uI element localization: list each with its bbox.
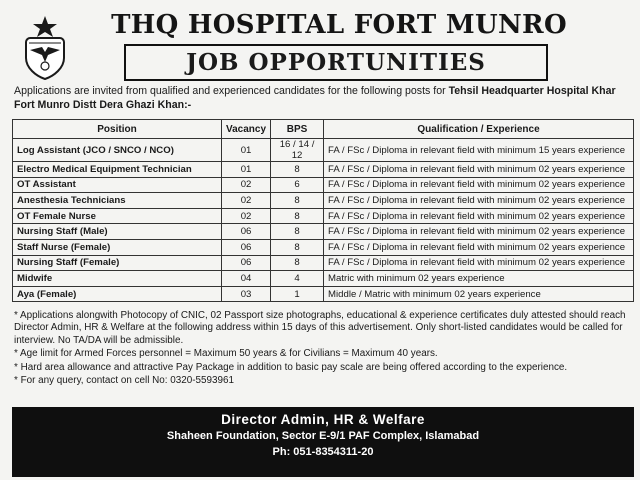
advertisement bbox=[4, 4, 636, 476]
footer-office: Director Admin, HR & Welfare bbox=[221, 412, 425, 427]
table-row bbox=[13, 255, 634, 271]
table-row bbox=[13, 271, 634, 287]
table-row bbox=[13, 239, 634, 255]
col-vacancy: Vacancy bbox=[222, 120, 271, 139]
bps-cell: 8 bbox=[271, 162, 324, 178]
vacancy-cell: 03 bbox=[222, 286, 271, 302]
bps-cell: 1 bbox=[271, 286, 324, 302]
note-allowance: * Hard area allowance and attractive Pay Package in addition to basic pay scale are being offered according to the experience. bbox=[14, 361, 568, 373]
job-banner: JOB OPPORTUNITIES bbox=[124, 44, 548, 81]
footer-phone: Ph: 051-8354311-20 bbox=[272, 446, 374, 458]
position-cell: Log Assistant (JCO / SNCO / NCO) bbox=[13, 139, 222, 162]
col-qualification: Qualification / Experience bbox=[324, 120, 634, 139]
table-row bbox=[13, 177, 634, 193]
bps-cell: 6 bbox=[271, 177, 324, 193]
position-cell: Midwife bbox=[13, 271, 222, 287]
qualification-cell: FA / FSc / Diploma in relevant field with minimum 15 years experience bbox=[324, 139, 634, 162]
qualification-cell: FA / FSc / Diploma in relevant field with minimum 02 years experience bbox=[324, 208, 634, 224]
qualification-cell: FA / FSc / Diploma in relevant field with minimum 02 years experience bbox=[324, 255, 634, 271]
position-cell: Staff Nurse (Female) bbox=[13, 239, 222, 255]
table-row bbox=[13, 286, 634, 302]
col-position: Position bbox=[13, 120, 222, 139]
table-header-row bbox=[13, 120, 634, 139]
col-bps: BPS bbox=[271, 120, 324, 139]
bps-cell: 8 bbox=[271, 224, 324, 240]
vacancy-cell: 06 bbox=[222, 224, 271, 240]
table-row bbox=[13, 139, 634, 162]
position-cell: Anesthesia Technicians bbox=[13, 193, 222, 209]
vacancy-cell: 01 bbox=[222, 139, 271, 162]
vacancy-cell: 04 bbox=[222, 271, 271, 287]
hospital-emblem-icon bbox=[20, 14, 70, 80]
vacancy-cell: 02 bbox=[222, 177, 271, 193]
intro-location: Tehsil Headquarter Hospital Khar Fort Munro Distt Dera Ghazi Khan:- bbox=[14, 85, 616, 111]
footer-address-block bbox=[12, 407, 634, 477]
table-row bbox=[13, 208, 634, 224]
qualification-cell: FA / FSc / Diploma in relevant field with minimum 02 years experience bbox=[324, 162, 634, 178]
position-cell: Electro Medical Equipment Technician bbox=[13, 162, 222, 178]
vacancy-cell: 02 bbox=[222, 193, 271, 209]
position-cell: Nursing Staff (Male) bbox=[13, 224, 222, 240]
bps-cell: 8 bbox=[271, 255, 324, 271]
intro-text: Applications are invited from qualified and experienced candidates for the following posts for bbox=[14, 85, 449, 97]
footer-address: Shaheen Foundation, Sector E-9/1 PAF Complex, Islamabad bbox=[166, 430, 480, 442]
qualification-cell: Matric with minimum 02 years experience bbox=[324, 271, 634, 287]
note-contact: * For any query, contact on cell No: 0320-5593961 bbox=[14, 375, 234, 387]
table-row bbox=[13, 193, 634, 209]
vacancy-cell: 01 bbox=[222, 162, 271, 178]
intro-paragraph bbox=[14, 84, 628, 112]
table-row bbox=[13, 224, 634, 240]
instructions bbox=[14, 310, 628, 388]
bps-cell: 4 bbox=[271, 271, 324, 287]
vacancy-cell: 02 bbox=[222, 208, 271, 224]
jobs-table bbox=[12, 119, 634, 302]
bps-cell: 16 / 14 / 12 bbox=[271, 139, 324, 162]
bps-cell: 8 bbox=[271, 208, 324, 224]
qualification-cell: FA / FSc / Diploma in relevant field with minimum 02 years experience bbox=[324, 239, 634, 255]
bps-cell: 8 bbox=[271, 239, 324, 255]
qualification-cell: Middle / Matric with minimum 02 years experience bbox=[324, 286, 634, 302]
note-application: * Applications alongwith Photocopy of CNIC, 02 Passport size photographs, educational & experience certificates duly attested should reach Director Admin, HR & Welfare at the following address within 15 days of this advertisement. Only short-listed candidates would be called for interview. No TA/DA will be admissible. bbox=[14, 310, 626, 346]
table-row bbox=[13, 162, 634, 178]
position-cell: Nursing Staff (Female) bbox=[13, 255, 222, 271]
qualification-cell: FA / FSc / Diploma in relevant field with minimum 02 years experience bbox=[324, 193, 634, 209]
qualification-cell: FA / FSc / Diploma in relevant field with minimum 02 years experience bbox=[324, 224, 634, 240]
position-cell: Aya (Female) bbox=[13, 286, 222, 302]
position-cell: OT Assistant bbox=[13, 177, 222, 193]
bps-cell: 8 bbox=[271, 193, 324, 209]
page-title: THQ HOSPITAL FORT MUNRO bbox=[111, 10, 567, 40]
note-age-limit: * Age limit for Armed Forces personnel = Maximum 50 years & for Civilians = Maximum 40 years. bbox=[14, 348, 438, 360]
position-cell: OT Female Nurse bbox=[13, 208, 222, 224]
vacancy-cell: 06 bbox=[222, 255, 271, 271]
qualification-cell: FA / FSc / Diploma in relevant field with minimum 02 years experience bbox=[324, 177, 634, 193]
vacancy-cell: 06 bbox=[222, 239, 271, 255]
